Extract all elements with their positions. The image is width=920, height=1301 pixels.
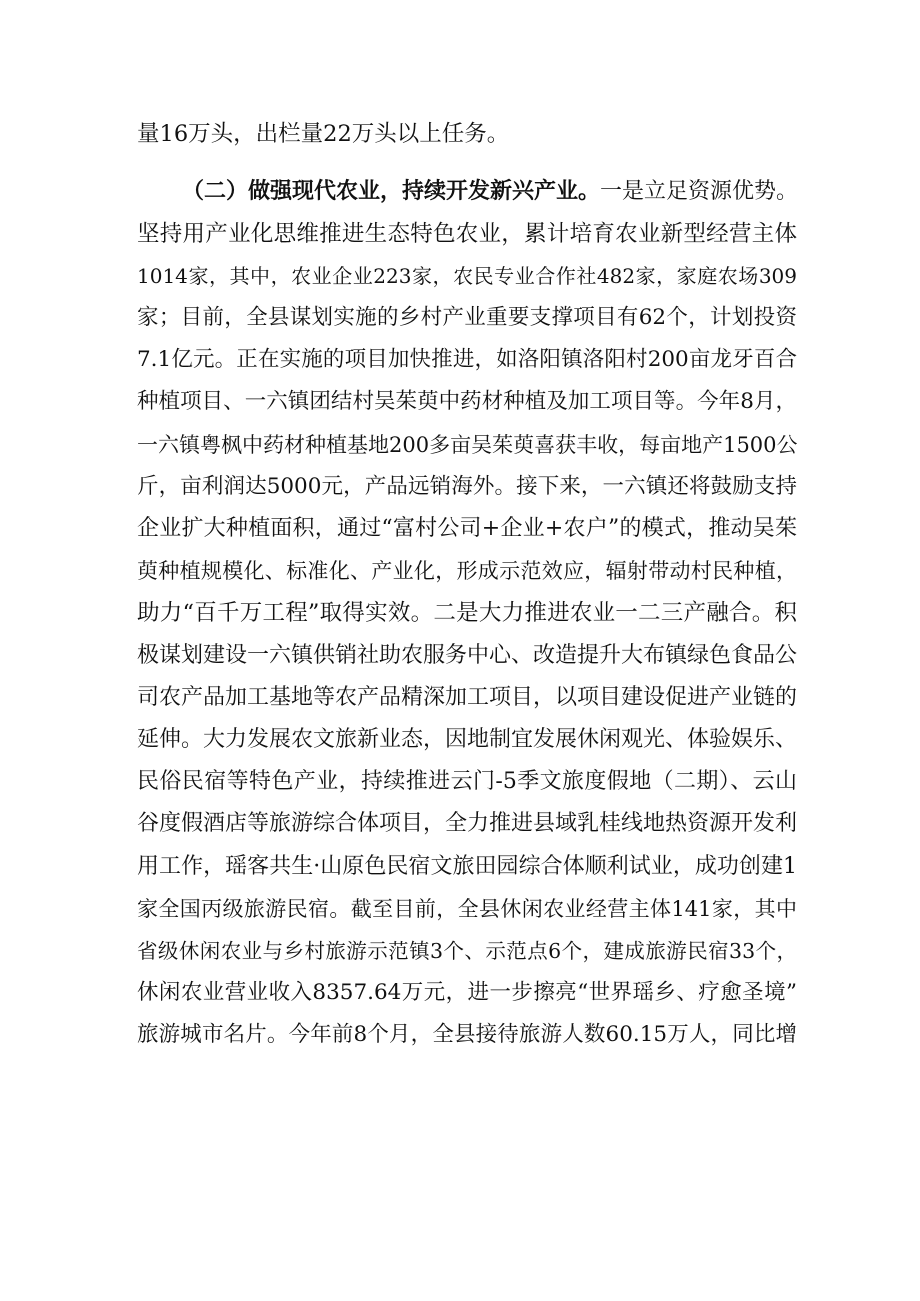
- paragraph-line: 家全国丙级旅游民宿。截至目前，全县休闲农业经营主体141家，其中: [137, 897, 797, 921]
- paragraph-line: 种植项目、一六镇团结村吴茱萸中药材种植及加工项目等。今年8月，: [137, 389, 797, 414]
- paragraph-line: 民俗民宿等特色产业，持续推进云门-5季文旅度假地（二期）、云山: [137, 769, 797, 794]
- paragraph-line-text: 一是立足资源优势。: [600, 179, 799, 204]
- paragraph-line: 休闲农业营业收入8357.64万元，进一步擦亮“世界瑶乡、疗愈圣境”: [137, 980, 797, 1005]
- paragraph-line: 极谋划建设一六镇供销社助农服务中心、改造提升大布镇绿色食品公: [137, 643, 798, 668]
- paragraph-line: 省级休闲农业与乡村旅游示范镇3个、示范点6个，建成旅游民宿33个，: [137, 939, 797, 963]
- paragraph-line: 斤，亩利润达5000元，产品远销海外。接下来，一六镇还将鼓励支持: [137, 474, 797, 499]
- paragraph-line: 司农产品加工基地等农产品精深加工项目，以项目建设促进产业链的: [137, 685, 798, 710]
- paragraph-line: 量16万头，出栏量22万头以上任务。: [137, 121, 510, 147]
- paragraph-line: 萸种植规模化、标准化、产业化，形成示范效应，辐射带动村民种植，: [137, 559, 797, 583]
- paragraph-line: 1014家，其中，农业企业223家，农民专业合作社482家，家庭农场309: [137, 264, 797, 288]
- paragraph-line: 企业扩大种植面积，通过“富村公司+企业+农户”的模式，推动吴茱: [137, 516, 797, 541]
- paragraph-line: 谷度假酒店等旅游综合体项目，全力推进县域乳桂线地热资源开发利: [137, 811, 798, 836]
- paragraph-line: 延伸。大力发展农文旅新业态，因地制宜发展休闲观光、体验娱乐、: [137, 727, 798, 752]
- paragraph-line: 旅游城市名片。今年前8个月，全县接待旅游人数60.15万人，同比增: [137, 1022, 797, 1047]
- paragraph-line: 7.1亿元。正在实施的项目加快推进，如洛阳镇洛阳村200亩龙牙百合: [137, 347, 797, 372]
- section-heading: （二）做强现代农业，持续开发新兴产业。: [182, 178, 601, 204]
- paragraph-line: 一六镇粤枫中药材种植基地200多亩吴茱萸喜获丰收，每亩地产1500公: [137, 433, 798, 457]
- paragraph-line: 家；目前，全县谋划实施的乡村产业重要支撑项目有62个，计划投资: [137, 305, 797, 330]
- paragraph-line: 用工作，瑶客共生·山原色民宿文旅田园综合体顺利试业，成功创建1: [137, 854, 797, 879]
- section-heading-line: [182, 171, 797, 211]
- paragraph-line: 助力“百千万工程”取得实效。二是大力推进农业一二三产融合。积: [137, 600, 797, 626]
- paragraph-line: 坚持用产业化思维推进生态特色农业，累计培育农业新型经营主体: [137, 221, 797, 247]
